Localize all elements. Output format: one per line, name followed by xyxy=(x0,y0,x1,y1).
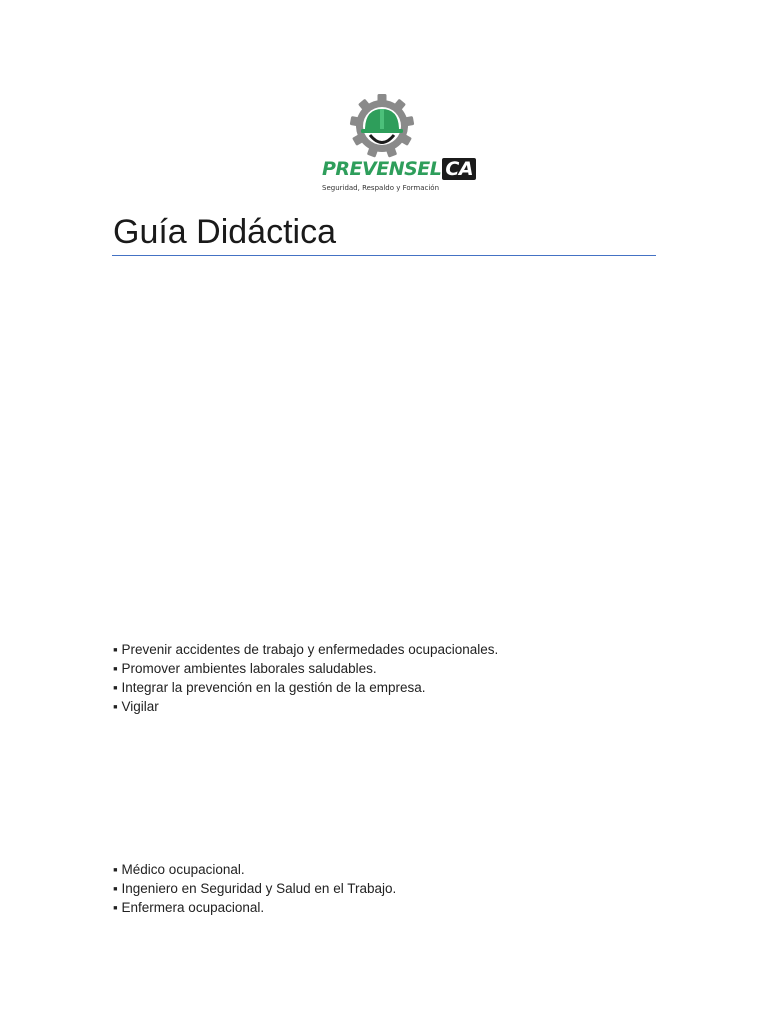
list-item: ▪ Vigilar xyxy=(113,699,159,714)
logo-brand-tail: CA xyxy=(442,158,476,180)
list-item: ▪ Ingeniero en Seguridad y Salud en el Trabajo. xyxy=(113,881,397,896)
gear-hardhat-icon xyxy=(318,94,450,158)
page-title: Guía Didáctica xyxy=(113,213,336,251)
list-item: ▪ Médico ocupacional. xyxy=(113,862,245,877)
objectives-list xyxy=(113,640,498,716)
company-logo xyxy=(318,94,474,198)
title-underline xyxy=(112,255,656,256)
roles-list xyxy=(113,860,396,917)
list-item: ▪ Integrar la prevención en la gestión de la empresa. xyxy=(113,680,426,695)
list-item: ▪ Promover ambientes laborales saludables. xyxy=(113,661,377,676)
list-item: ▪ Enfermera ocupacional. xyxy=(113,900,265,915)
logo-brand-main: PREVENSEL xyxy=(322,158,442,180)
logo-wordmark xyxy=(322,158,476,180)
logo-tagline: Seguridad, Respaldo y Formación xyxy=(322,184,440,192)
list-item: ▪ Prevenir accidentes de trabajo y enfermedades ocupacionales. xyxy=(113,642,499,657)
